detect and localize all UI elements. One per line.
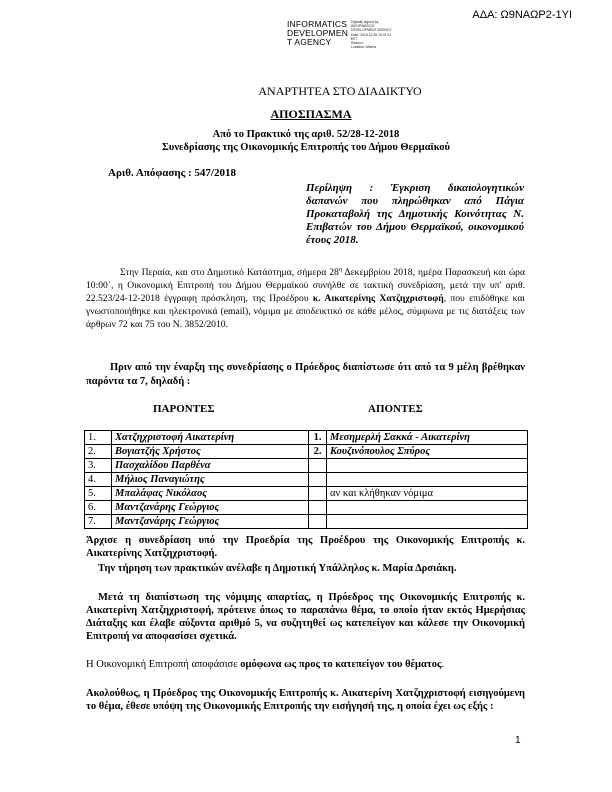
present-member: Μαντζανάρης Γεώργιος [112,501,309,515]
absent-member [327,501,528,515]
stamp-detail-line: Date: 2018.12.28 15:37:21 [351,32,392,37]
stamp-name [287,20,348,47]
present-member: Μήλιος Παναγιώτης [112,473,309,487]
table-row [85,487,528,501]
intro-text-a: Στην Περαία, και στο Δημοτικό Κατάστημα, σήμερα 28 [120,267,339,279]
present-member: Μπαλάφας Νικόλαος [112,487,309,501]
absent-number [309,459,327,473]
present-number: 3. [85,459,112,473]
present-number: 5. [85,487,112,501]
agenda-paragraph: Μετά τη διαπίστωση της νόμιμης απαρτίας, η Πρόεδρος της Οικονομικής Επιτροπής κ. Αικατερίνη Χατζηχριστοφή, πρότεινε όπως το παραπάνω θέμα, το οποίο ήταν εκτός Ημερήσιας Διάταξης και έλαβε αύξοντα αριθμό 5, να συζητηθεί ως κατεπείγον και κάλεσε την Οικονομική Επιτροπή να αποφασίσει σχετικά. [86,592,525,642]
absent-member: Μεσημερλή Σακκά - Αικατερίνη [327,431,528,445]
table-row [85,445,528,459]
stamp-detail-line: DEVELOPMENT AGENCY [351,28,392,33]
stamp-detail-line: Location: Athens [351,45,377,50]
absent-member [327,459,528,473]
present-number: 1. [85,431,112,445]
absent-number: 2. [309,445,327,459]
absent-note: αν και κλήθηκαν νόμιμα [327,487,528,501]
present-header: ΠΑΡΟΝΤΕΣ [153,403,215,415]
stamp-name-line: DEVELOPMEN [287,28,349,38]
present-member: Βογιατζής Χρήστος [112,445,309,459]
table-row [85,501,528,515]
present-number: 6. [85,501,112,515]
proposal-paragraph: Ακολούθως, η Πρόεδρος της Οικονομικής Επιτροπής κ. Αικατερίνη Χατζηχριστοφή εισηγούμενη το θέμα, έθεσε υπόψη της Οικονομικής Επιτροπής την εισήγησή της, η οποία έχει ως εξής : [86,688,525,712]
publish-online-heading: ΑΝΑΡΤΗΤΕΑ ΣΤΟ ΔΙΑΔΙΚΤΥΟ [258,84,422,98]
chair-paragraph: Άρχισε η συνεδρίαση υπό την Προεδρία της Προέδρου της Οικονομικής Επιτροπής κ. Αικατερίνης Χατζηχριστοφή. [86,535,525,559]
intro-paragraph [86,264,525,331]
stamp-name-line: INFORMATICS [287,19,348,29]
present-member: Χατζηχριστοφή Αικατερίνη [112,431,309,445]
stamp-detail-line: EET [351,36,358,41]
extract-title: ΑΠΟΣΠΑΣΜΑ [270,107,352,121]
stamp-detail-line: Digitally signed by [351,20,379,24]
stamp-detail-line: Reason: [351,41,364,46]
decision-text-c: . [441,659,445,670]
table-row [85,459,528,473]
absent-number [309,515,327,529]
minutes-number: Από το Πρακτικό της αριθ. 52/28-12-2018 [212,129,400,140]
minutes-subtitle [0,128,612,154]
table-row [85,431,528,445]
table-row [85,473,528,487]
digital-signature-stamp [287,20,392,49]
absent-number [309,487,327,501]
intro-superscript: η [338,267,342,273]
intro-text-c: , που επιδόθηκε και γνωστοποιήθηκε και ηλεκτρονικά (email), νόμιμα με αποδεικτικό σε κάθε μέλος, σύμφωνα με τις διατάξεις των άρθρων 72 και 75 του Ν. 3852/2010. [86,293,525,331]
decision-text-a: Η Οικονομική Επιτροπή αποφάσισε [86,659,241,670]
absent-number: 1. [309,431,327,445]
present-number: 4. [85,473,112,487]
stamp-name-line: T AGENCY [287,37,332,47]
present-member: Πασχαλίδου Παρθένα [112,459,309,473]
attendance-table [84,430,528,529]
absent-member [327,515,528,529]
absent-number [309,473,327,487]
present-number: 7. [85,515,112,529]
ada-code: ΑΔΑ: Ω9ΝΑΩΡ2-1ΥΙ [472,9,572,21]
decision-summary: Περίληψη : Έγκριση δικαιολογητικών δαπανών που πληρώθηκαν από Πάγια Προκαταβολή της Δημοτικής Κοινότητας Ν. Επιβατών του Δήμου Θερμαϊκού, οικονομικού έτους 2018. [306,182,524,246]
intro-chair-name: κ. Αικατερίνης Χατζηχριστοφή [312,293,444,305]
intro-text-b: Δεκεμβρίου 2018, ημέρα Παρασκευή και ώρα 10:00΄, η Οικονομική Επιτροπή του Δήμου Θερμαϊκού συνήλθε σε τακτική συνεδρίαση, μετά την υπ' αριθ. 22.523/24-12-2018 έγγραφη πρόσκληση, της Προέδρου [86,267,525,305]
absent-member: Κουζινόπουλος Σπύρος [327,445,528,459]
decision-number: Αριθ. Απόφασης : 547/2018 [108,167,236,179]
quorum-paragraph: Πριν από την έναρξη της συνεδρίασης ο Πρόεδρος διαπίστωσε ότι από τα 9 μέλη βρέθηκαν παρόντα τα 7, δηλαδή : [86,362,525,387]
present-member: Μαντζανάρης Γεώργιος [112,515,309,529]
decision-text-bold: ομόφωνα ως προς το κατεπείγον του θέματος [240,659,442,670]
present-number: 2. [85,445,112,459]
session-name: Συνεδρίασης της Οικονομικής Επιτροπής του Δήμου Θερμαϊκού [162,142,450,153]
stamp-details [351,20,392,49]
minutes-keeper-paragraph: Την τήρηση των πρακτικών ανέλαβε η Δημοτική Υπάλληλος κ. Μαρία Δρσιάκη. [98,563,457,574]
absent-member [327,473,528,487]
page-number: 1 [515,735,521,746]
absent-header: ΑΠΟΝΤΕΣ [368,403,423,415]
stamp-detail-line: INFORMATICS [351,24,375,29]
decision-paragraph [86,658,525,671]
table-row [85,515,528,529]
absent-number [309,501,327,515]
